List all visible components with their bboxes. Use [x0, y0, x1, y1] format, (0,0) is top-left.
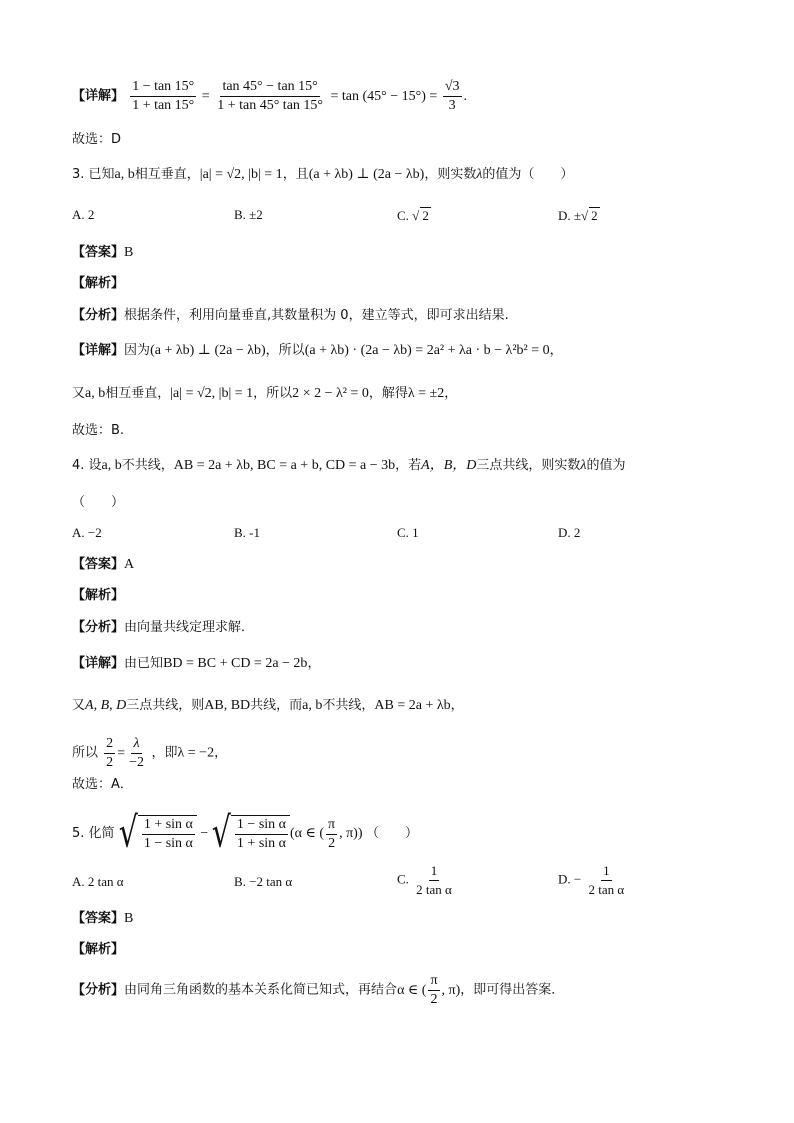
fraction: $\frac{√3}{3}$: [444, 79, 460, 113]
q3-detail-line: 【 详解 】 因为(a + λb) ⊥ (2a − λb)，所以(a + λb) · (2a − λb) = 2a² + λa · b − λ²b² = 0，: [72, 341, 734, 361]
fraction: $\frac{\pi}{2}$: [430, 973, 438, 1007]
q4-detail-line-2: 又A, B, D三点共线，则AB, BD共线，而a, b不共线，AB = 2a + λb，: [72, 698, 464, 713]
q3-analysis-heading: [72, 274, 734, 294]
fraction: $\frac{1 - \tan 15^\circ}{1 + \tan 15^\circ}$: [132, 79, 195, 113]
q4-option-d: D. 2: [558, 525, 581, 540]
q3-option-c: C. √ 2: [397, 208, 429, 223]
q5-analyze-line: 【 分析 】 由同角三角函数的基本关系化简已知式，再结合α ∈ ( $\frac{\pi}{2}$ , π)，即可得出答案．: [72, 972, 734, 1009]
fraction: $\frac{1}{\text{2 tan α}}$: [416, 863, 452, 897]
q5-stem: 5. 化简 √ $\frac{\text{1 + sin α}}{\text{1 − sin α}}$ − √ $\frac{\text{1 − sin α}}{\text{1 + sin α}}$ (α ∈ ( $\frac{\pi}{2}$ , π)) （ ）: [72, 808, 419, 858]
q4-detail-line: 【 详解 】 由已知BD = BC + CD = 2a − 2b，: [72, 654, 734, 674]
q3-option-b: B. ±2: [234, 207, 263, 222]
q4-option-a: A. −2: [72, 525, 102, 540]
detail-tag: 【 详解 】: [72, 343, 124, 358]
answer-tag: 【 答案 】: [72, 911, 124, 926]
q3-choice: 故选：B.: [72, 423, 125, 438]
analysis-tag: 【 解析 】: [72, 942, 124, 957]
sec1-detail-line: 【 详解 】 $\frac{1 - \tan 15^\circ}{1 + \tan 15^\circ}$ = $\frac{\tan 45^\circ - \tan 15^\circ}{1 + \tan 45^\circ \tan 15^\circ}$ = tan (45° − 15°) = $\frac{√3}{3}$ .: [72, 78, 734, 115]
q5-answer-line: 【 答案 】 B: [72, 909, 734, 929]
q3-option-d: D. ±√ 2: [558, 208, 598, 223]
q3-answer-line: 【 答案 】 B: [72, 243, 734, 263]
q5-option-d: D. − $\frac{1}{\text{2 tan α}}$: [558, 863, 625, 897]
q4-option-b: B. -1: [234, 525, 260, 540]
fraction: $\frac{\lambda}{-2}$: [129, 736, 144, 770]
analyze-tag: 【 分析 】: [72, 983, 124, 998]
answer-tag: 【 答案 】: [72, 557, 124, 572]
fraction: $\frac{2}{2}$: [106, 736, 114, 770]
q4-stem-paren: （ ）: [72, 495, 125, 510]
analysis-tag: 【 解析 】: [72, 276, 124, 291]
q3-detail-line-2: 又a, b相互垂直，|a| = √2, |b| = 1，所以2 × 2 − λ² = 0，解得λ = ±2，: [72, 386, 458, 401]
analyze-tag: 【 分析 】: [72, 620, 124, 635]
q4-analysis-heading: [72, 586, 734, 606]
fraction: $\frac{\tan 45^\circ - \tan 15^\circ}{1 + \tan 45^\circ \tan 15^\circ}$: [217, 79, 324, 113]
q5-option-c: C. $\frac{1}{\text{2 tan α}}$: [397, 863, 452, 897]
q3-option-a: A. 2: [72, 207, 95, 222]
fraction: $\frac{1}{\text{2 tan α}}$: [588, 863, 625, 897]
q3-analyze-line: 【 分析 】 根据条件，利用向量垂直,其数量积为 0，建立等式，即可求出结果.: [72, 306, 734, 326]
q4-answer-line: 【 答案 】 A: [72, 555, 734, 575]
q5-option-b: B. −2 tan α: [234, 874, 293, 889]
fraction: $\frac{\pi}{2}$: [328, 816, 336, 851]
q4-option-c: C. 1: [397, 525, 419, 540]
answer-tag: 【 答案 】: [72, 245, 124, 260]
q4-stem: 4. 设a, b不共线，AB = 2a + λb, BC = a + b, CD = a − 3b，若A，B，D三点共线，则实数λ的值为: [72, 458, 626, 473]
sqrt-expression: √ $\frac{\text{1 + sin α}}{\text{1 − sin α}}$: [119, 815, 197, 853]
q4-choice: 故选：A．: [72, 777, 133, 792]
q5-analysis-heading: [72, 940, 734, 960]
q3-stem: 3. 已知a, b相互垂直，|a| = √2, |b| = 1，且(a + λb) ⊥ (2a − λb)，则实数λ的值为（ ）: [72, 167, 574, 182]
sec1-choice: 故选：D: [72, 132, 122, 147]
analysis-tag: 【 解析 】: [72, 588, 124, 603]
q4-detail-line-3: 所以 $\frac{2}{2}$ = $\frac{\lambda}{-2}$ ，即λ = −2，: [72, 736, 228, 770]
q5-option-a: A. 2 tan α: [72, 874, 124, 889]
detail-tag: 【 详解 】: [72, 656, 124, 671]
q4-analyze-line: 【 分析 】 由向量共线定理求解．: [72, 618, 734, 638]
sqrt-expression: √ $\frac{\text{1 − sin α}}{\text{1 + sin α}}$: [212, 815, 290, 853]
detail-tag: 【 详解 】: [72, 89, 124, 104]
analyze-tag: 【 分析 】: [72, 308, 124, 323]
